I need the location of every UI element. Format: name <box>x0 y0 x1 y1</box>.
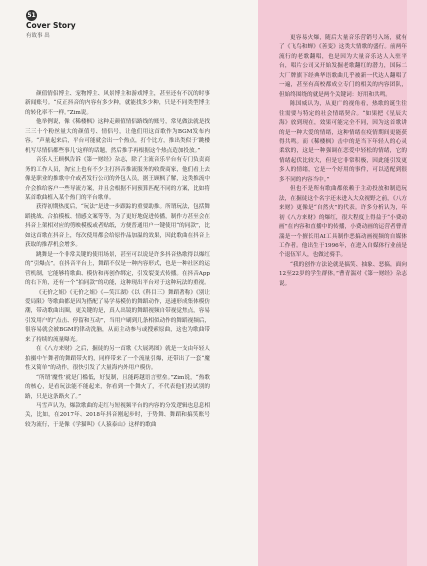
paragraph: 更容易火爆，随后大量音乐营销号入场，就有了《飞鸟和蝉》《善变》这类大情歌的盛行。前两年流行的老歌翻唱，也是因为大量音乐达人入驻平台，唱片公司又开始发掘老歌翻红的潜力，国际二大厂牌旗下经典华语歌曲几乎被新一代达人翻唱了一遍，甚至有高校都成立专门的相关的内容团队，但始终围绕的就是两个关键词：好用和共鸣。 <box>279 35 407 98</box>
pink-edge-stripe <box>407 0 427 566</box>
paragraph: 但也不是所有歌曲都依赖于主动投放和制造玩法，在掘徒这个名字还未进入大众视野之前，《八方来财》更像是“自然火”的代表。许多分析认为，年初《八方来财》的爆红，很大程度上得益于“小费动画”在内容和直播中的传播，小费动画的运营者曹青湍是一个擅长用AI工具制作恶搞动画视频的自媒体工作者。他出生于1996年，在进入自媒体行业前是个退伍军人，也做过骑手。 <box>279 186 407 259</box>
right-text-column <box>279 34 407 289</box>
paragraph: 跳舞是一个非常关键的使用场景，甚至可以说是许多抖音热歌得以爆红的“引爆点”。在抖音平台上，舞蹈不仅是一种内容形式，也是一种社区的运营机制，它能够将歌曲、模仿和再创作绑定，引发裂变式传播。在抖音App的右下角，还有一个“拍同款”的功能，这种现出平台对于这种玩法的重视。 <box>25 251 210 287</box>
section-title: Cover Story <box>26 21 76 30</box>
left-text-column <box>25 90 210 430</box>
page-number-badge: 51 <box>27 12 36 19</box>
paragraph: 《无价之姐》《无价之姐》《—笑江湖》《以《科目三》舞蹈著称》《别让爱局限》等歌曲都是因为搭配了易学易模仿的舞蹈动作，迅速形成集体模仿潮，带动歌曲出圈，更关键的是，真人出镜的舞蹈视频自带视觉焦点，容易引发用户的“点击、停留和互动”，当用户刷到几条相似动作的舞蹈视频后，很容易就会被BGM的律动洗脑，从而主动参与或搜索原曲，这也为歌曲带来了持续的流量曝光。 <box>25 289 210 343</box>
paragraph: 他举例说，像《稀楼枫》这种走颜值情侣路线的账号，常见做法就是找三三十个粉丝量大的颜值号、情侣号，让他们用这首歌作为BGM发布内容。“声量起来后，平台可能就会出一个热点，打个比方，推出类似于‘跳楼机写尽情侣都些事儿’这样的话题，然后推手再根据这个热点造加投放。” <box>25 119 210 154</box>
paragraph: “我的创作方法论就是搞笑、抽象、恶搞，面向12至22岁的学生群体。”曹青湍对《第一财经》杂志说。 <box>279 261 407 287</box>
paragraph: 马雪声认为，爆款歌曲的走红与短视频平台的内容的分发逻辑也息息相关，比如，在2017年、2018年抖音刚起步时，于势舞、舞蹈和搞笑账号较为流行，于是像《学猫叫》《人猿泰山》这样的歌曲 <box>25 402 210 428</box>
paragraph: 在《八方来财》之后，掘徒的另一首歌《大展鸿图》就是一支由年轻人拍摄中午舞者的舞蹈带火的，同样带来了一个流量引爆，还带出了一套“魔性又简单”的动作，很快引发了大量海内外用户模仿。 <box>25 346 210 372</box>
paragraph: “所谓‘魔性’就是门槛低，好复制，且能跨越语言壁垒。”Zim说，“热歌的核心，是看玩法能不能起来，你看到一个舞火了，不代表他们投试别的路，只是这条路火了。” <box>25 374 210 400</box>
paragraph: 颜值情侣博主、宠物博主、风景博主和游戏博主，甚至还有不沉的时事新闻账号。“反正抖音的内容有多少种，就能找多少种，只是不同类型博主的转化率不一样。”Zim说。 <box>25 91 210 116</box>
section-subtitle: 有故事 出 <box>26 33 50 39</box>
paragraph: 音乐人王顾枫告诉《第一财经》杂志，除了主流音乐平台有专门负责商务的工作人员，淘宝上也有不少主打抖音推流服务的收费商家，他们看上去像是职业的推歌中介或者发行公司的外包人员，据王顾枫了解，这类推流中介会推给客户一些导流方案，并且会根据不同预算匹配不同的方案，比如将某首歌曲植入某个热门的平台歌单。 <box>25 157 210 201</box>
paragraph: 获得初期热度后，“玩法”是进一步跟踪的重要助推。所谓玩法，包括舞蹈挑战、合拍模板、情感文案等等，为了更好地促进传播，制作方甚至会在抖音上架相对应的剪映模板或者贴纸，方便普通用户一键使用“的同款”，比如这首歌在抖音上，每次使用都会给原作品加温的效果，因此歌曲在抖音上获取的推荐机会增多。 <box>25 204 210 249</box>
paragraph: 陈国威认为，从更广的视角看，热歌的诞生往往需要与特定的社会情绪契合。“如果把《星辰大海》放到现在，效果可能完全不同，因为这首歌讲的是一种大爱的情绪，这种情绪在疫情期间更能获得共鸣。而《稀楼枫》击中的是当下年轻人的心灵柔软的，这是一种强调在恋爱中轻松的情绪，它的情绪起伏比较大，但是它非常积极，因此能引发更多人的情绪，它是一个好用的事件，可以适配到很多不同的内容当中。” <box>279 101 407 183</box>
